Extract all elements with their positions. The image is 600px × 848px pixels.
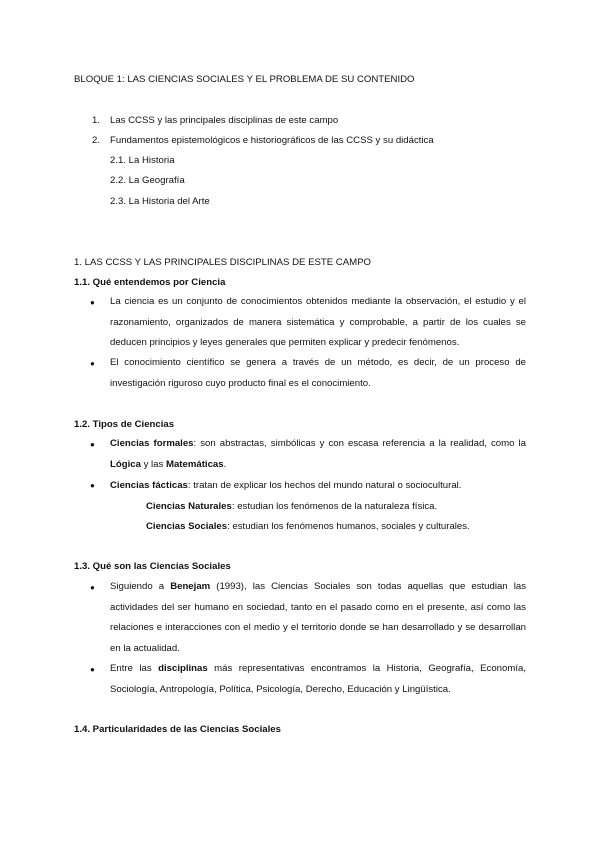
- term-disciplines: disciplinas: [158, 663, 208, 674]
- paragraph-scientific-method: El conocimiento científico se genera a través de un método, es decir, de un proceso de investigación riguroso cuyo producto final es el conocimiento.: [110, 357, 526, 389]
- subsection-title-1-1: 1.1. Qué entendemos por Ciencia: [74, 277, 226, 288]
- text-disciplines-list: más representativas encontramos la Historia, Geografía, Economía, Sociología, Antropología, Política, Psicología, Derecho, Educación y Lingüística.: [110, 663, 526, 695]
- text-natural-sciences: : estudian los fenómenos de la naturaleza física.: [231, 501, 438, 512]
- paragraph-science-definition: La ciencia es un conjunto de conocimientos obtenidos mediante la observación, el estudio y el razonamiento, organizados de manera sistemática y comprobable, a partir de los cuales se deducen principios y leyes generales que permiten explicar y predecir fenómenos.: [110, 296, 526, 348]
- bullet-icon: ●: [90, 298, 95, 307]
- toc-num-2: 2.: [92, 135, 101, 146]
- text-social-sciences: : estudian los fenómenos humanos, sociales y culturales.: [227, 521, 470, 532]
- author-benejam: Benejam: [170, 581, 211, 592]
- line-natural-sciences: [146, 501, 437, 513]
- line-social-sciences: [146, 521, 470, 533]
- toc-sub-item-3: 2.3. La Historia del Arte: [110, 196, 210, 207]
- toc-item-2: Fundamentos epistemológicos e historiográficos de las CCSS y su didáctica: [110, 135, 434, 146]
- term-factual-sciences: Ciencias fácticas: [110, 480, 188, 491]
- term-natural-sciences: Ciencias Naturales: [146, 501, 232, 512]
- bullet-icon: ●: [90, 583, 95, 592]
- toc-num-1: 1.: [92, 115, 101, 126]
- text-following: Siguiendo a: [110, 581, 171, 592]
- subsection-title-1-2: 1.2. Tipos de Ciencias: [74, 419, 175, 430]
- term-formal-sciences: Ciencias formales: [110, 438, 194, 449]
- bullet-icon: ●: [90, 481, 95, 490]
- paragraph-factual-sciences: [110, 480, 461, 492]
- paragraph-disciplines: [110, 659, 526, 700]
- term-social-sciences: Ciencias Sociales: [146, 521, 228, 532]
- term-logic: Lógica: [110, 458, 141, 470]
- subsection-title-1-4: 1.4. Particularidades de las Ciencias Sociales: [74, 724, 281, 735]
- text-and: y las: [140, 458, 166, 470]
- term-mathematics: Matemáticas: [165, 458, 224, 470]
- bullet-icon: ●: [90, 359, 95, 368]
- toc-sub-item-2: 2.2. La Geografía: [110, 175, 185, 186]
- block-title: BLOQUE 1: LAS CIENCIAS SOCIALES Y EL PROBLEMA DE SU CONTENIDO: [74, 74, 415, 85]
- text-benejam-definition: (1993), las Ciencias Sociales son todas aquellas que estudian las actividades del ser humano en sociedad, tanto en el pasado como en el presente, así como las relaciones e interacciones con el medio y el territorio donde se han desarrollado y se desarrollan en la actualidad.: [110, 581, 526, 654]
- section-heading: 1. LAS CCSS Y LAS PRINCIPALES DISCIPLINAS DE ESTE CAMPO: [74, 257, 371, 268]
- paragraph-benejam: [110, 577, 526, 659]
- text-among: Entre las: [110, 663, 159, 674]
- bullet-icon: ●: [90, 665, 95, 674]
- toc-item-1: Las CCSS y las principales disciplinas de este campo: [110, 115, 339, 126]
- text-factual-sciences: : tratan de explicar los hechos del mundo natural o sociocultural.: [187, 480, 462, 491]
- subsection-title-1-3: 1.3. Qué son las Ciencias Sociales: [74, 561, 231, 572]
- toc-sub-item-1: 2.1. La Historia: [110, 155, 175, 166]
- text-period: .: [223, 458, 227, 470]
- paragraph-formal-sciences: [110, 434, 526, 475]
- bullet-icon: ●: [90, 440, 95, 449]
- text-formal-sciences: : son abstractas, simbólicas y con escasa referencia a la realidad, como la: [193, 438, 526, 449]
